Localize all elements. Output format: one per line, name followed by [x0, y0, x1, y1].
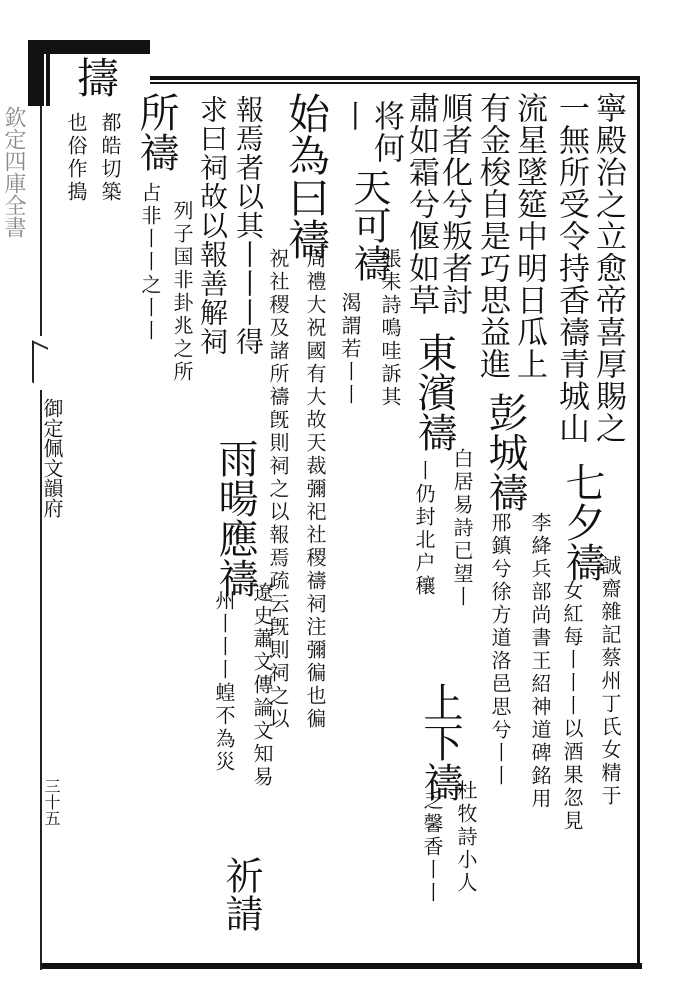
- text-column: 也俗作搗: [64, 112, 88, 204]
- left-border-upper: [40, 106, 42, 336]
- entry-heading: 始為曰禱: [282, 92, 331, 260]
- entry-heading: 雨暘應禱: [212, 438, 258, 598]
- text-column: 誠齋雜記蔡州丁氏女精于: [598, 555, 622, 808]
- text-column: 寧殿治之立愈帝喜厚賜之: [590, 92, 626, 444]
- text-column: 占非丨丨之丨丨: [138, 182, 162, 343]
- text-column: 丨仍封北户穰: [412, 460, 436, 598]
- fishtail-mark: [32, 340, 48, 389]
- entry-heading: 七夕禱: [559, 462, 605, 582]
- text-column: 張耒詩鳴哇訴其: [378, 248, 402, 409]
- entry-heading: 祈請: [219, 856, 263, 932]
- text-column: 渴謂若丨丨: [338, 292, 362, 407]
- text-column: 将何: [368, 100, 404, 164]
- text-column: 遼史蕭文傳論文知易: [250, 582, 274, 789]
- text-column: 白居易詩已望丨: [450, 448, 474, 609]
- entry-heading: 東濱禱: [411, 332, 457, 452]
- entry-heading: 所禱: [133, 92, 179, 172]
- entry-heading: 天可禱: [347, 168, 391, 282]
- entry-heading: 擣: [71, 56, 120, 98]
- text-column: 邢鎮兮徐方道洛邑思兮丨丨: [488, 512, 512, 788]
- frame-corner-left: [28, 40, 44, 106]
- text-column: 報焉者以其丨丨丨得: [232, 95, 265, 356]
- text-column: 求曰祠故以報善解祠: [196, 95, 229, 356]
- text-column: 有金梭自是巧思益進: [474, 92, 510, 380]
- frame-corner-top: [28, 40, 150, 54]
- entry-heading: 彭城禱: [482, 392, 528, 512]
- text-column: 祝社稷及諸所禱旣則祠之以報焉疏云旣則祠之以: [266, 248, 290, 731]
- right-border: [637, 76, 640, 969]
- text-column: 一無所受令持香禱青城山: [553, 92, 589, 444]
- bottom-border: [40, 963, 642, 969]
- text-column: 順者化兮叛者討: [436, 92, 472, 316]
- frame-corner-inner: [46, 54, 50, 106]
- text-column: 杜牧詩小人: [454, 780, 478, 895]
- text-column: 丨: [334, 100, 370, 132]
- text-column: 州丨丨丨蝗不為災: [212, 590, 236, 774]
- text-column: 都皓切築: [98, 112, 122, 204]
- text-column: 女紅每丨丨丨以酒果忽見: [560, 580, 584, 833]
- text-column: 列子国非卦兆之所: [170, 200, 194, 384]
- top-border-thin: [150, 82, 638, 84]
- book-title: 御定佩文韻府: [40, 398, 64, 518]
- entry-heading: 上下禱: [417, 682, 463, 802]
- edge-header: 欽定四庫全書: [1, 106, 26, 238]
- text-column: 李絳兵部尚書王紹神道碑銘用: [528, 512, 552, 811]
- top-border: [150, 76, 638, 80]
- text-column: 流星墜筵中明日瓜上: [511, 92, 547, 380]
- page-number: 三十五: [42, 778, 61, 826]
- text-column: 周禮大祝國有大故天裁彌祀社稷禱祠注彌徧也徧: [303, 248, 327, 731]
- text-column: 乏馨香丨丨: [420, 790, 444, 905]
- text-column: 肅如霜兮偃如草: [403, 92, 439, 316]
